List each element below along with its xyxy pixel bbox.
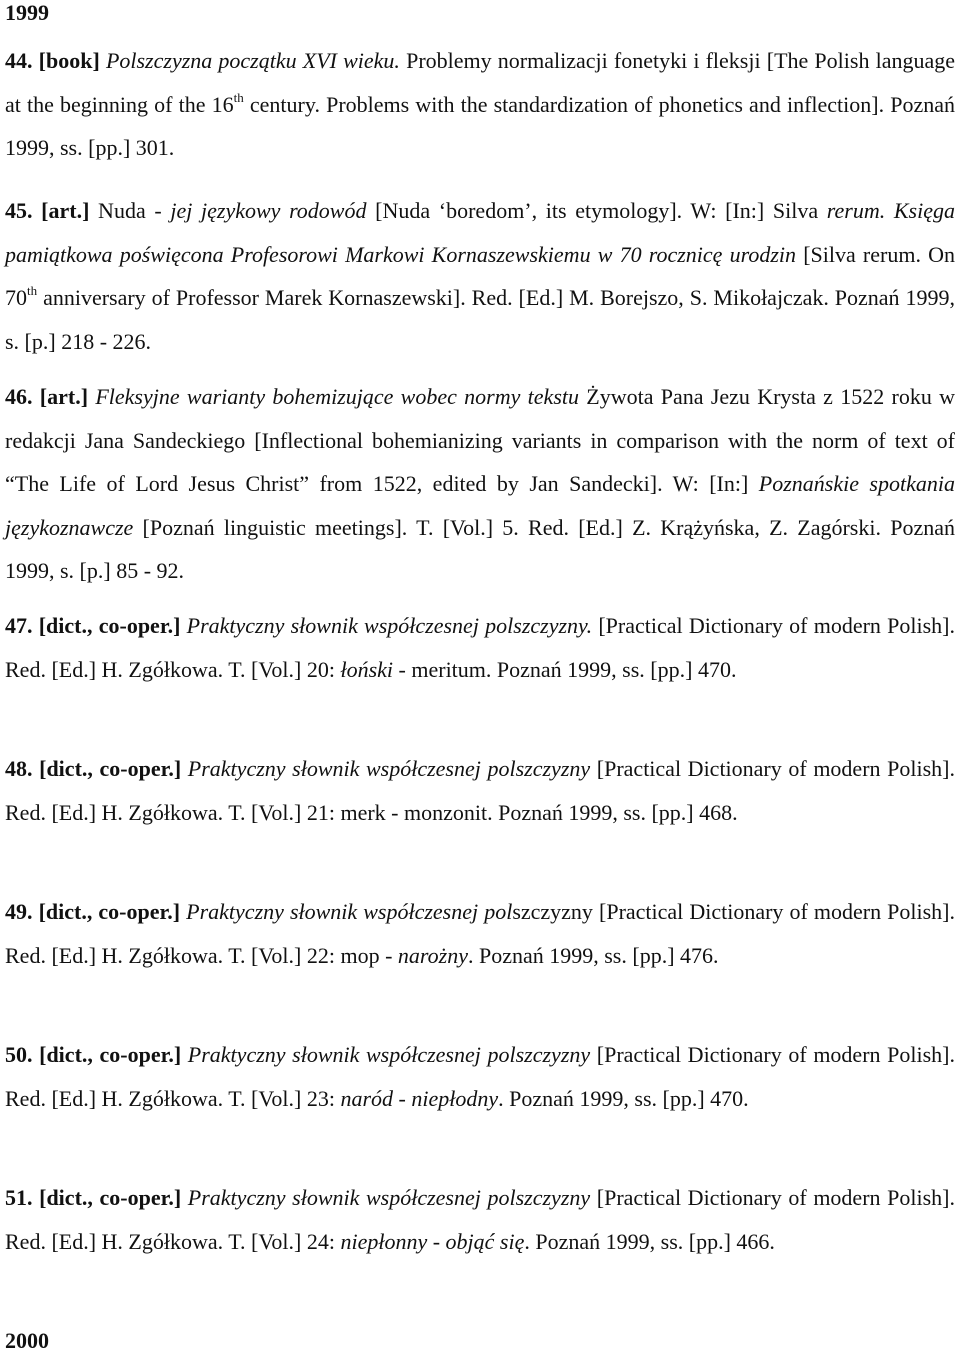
bibliography-entry-48 — [5, 747, 955, 834]
entry-title: Praktyczny słownik współczesnej polszczyzny — [187, 1042, 591, 1067]
entry-type: [art.] — [41, 198, 90, 223]
volume-end: meritum — [411, 656, 486, 682]
entry-number: 51. — [5, 1185, 33, 1210]
entry-type: [dict., co-oper.] — [39, 756, 182, 781]
entry-number: 44. — [5, 48, 33, 73]
entry-text: Żywota Pana Jezu Krysta z 1522 roku w redakcji Jana Sandeckiego [Inflectional bohemianizing variants in comparison with the norm of text of “The Life of Lord Jesus Christ” from 1522, edited by Jan Sandecki]. W: [In:] — [5, 384, 955, 496]
entry-type: [art.] — [39, 384, 89, 409]
entry-text: [Practical Dictionary of modern Polish]. Red. [Ed.] H. Zgółkowa. T. [Vol.] 20: — [5, 613, 956, 682]
volume-end: narożny — [397, 942, 468, 968]
bibliography-entry-50 — [5, 1033, 955, 1120]
bibliography-entry-47 — [5, 604, 955, 691]
entry-number: 49. — [5, 899, 33, 924]
entry-text: [Practical Dictionary of modern Polish]. Red. [Ed.] H. Zgółkowa. T. [Vol.] 22: mop - — [5, 899, 956, 968]
entry-text: . Poznań 1999, ss. [pp.] 470. — [498, 1085, 749, 1111]
entry-title: Praktyczny słownik współczesnej polszczyzny — [187, 756, 591, 781]
bibliography-entry-46 — [5, 375, 955, 593]
superscript: th — [233, 89, 244, 105]
volume-separator: - — [393, 656, 412, 682]
entry-title: Praktyczny słownik współczesnej polszczyzny. — [186, 613, 593, 638]
entry-text: [Practical Dictionary of modern Polish]. Red. [Ed.] H. Zgółkowa. T. [Vol.] 21: merk - monzonit. Poznań 1999, ss. [pp.] 468. — [5, 756, 955, 825]
entry-text: [Nuda ‘boredom’, its etymology]. W: [In:] Silva — [366, 198, 827, 223]
entry-book-title: rerum. Księga pamiątkowa poświęcona Profesorowi Markowi Kornaszewskiemu w 70 rocznicę urodzin — [5, 198, 955, 267]
entry-number: 50. — [5, 1042, 33, 1067]
entry-text: . Poznań 1999, ss. [pp.] 470. — [485, 656, 737, 682]
entry-title: Praktyczny słownik współczesnej polszczyzny — [187, 1185, 591, 1210]
entry-title-rest: szczyzny — [512, 899, 593, 924]
entry-text: anniversary of Professor Marek Kornaszewski]. Red. [Ed.] M. Borejszo, S. Mikołajczak. Poznań 1999, s. [p.] 218 - 226. — [5, 285, 955, 354]
bibliography-entry-44 — [5, 39, 955, 170]
entry-title: Praktyczny słownik współczesnej pol — [186, 899, 513, 924]
entry-number: 46. — [5, 384, 33, 409]
entry-number: 48. — [5, 756, 33, 781]
entry-text: [Practical Dictionary of modern Polish]. Red. [Ed.] H. Zgółkowa. T. [Vol.] 23: — [5, 1042, 955, 1111]
entry-type: [dict., co-oper.] — [38, 613, 181, 638]
volume-range: naród - niepłodny — [340, 1085, 499, 1111]
entry-text: [Poznań linguistic meetings]. T. [Vol.] 5. Red. [Ed.] Z. Krążyńska, Z. Zagórski. Poznań 1999, s. [p.] 85 - 92. — [5, 514, 955, 583]
entry-type: [dict., co-oper.] — [39, 1185, 182, 1210]
entry-text: . Poznań 1999, ss. [pp.] 476. — [467, 942, 719, 968]
entry-number: 45. — [5, 198, 33, 223]
entry-text: [Practical Dictionary of modern Polish]. Red. [Ed.] H. Zgółkowa. T. [Vol.] 24: — [5, 1185, 955, 1254]
entry-number: 47. — [5, 613, 33, 638]
bibliography-entry-49 — [5, 890, 955, 977]
entry-type: [dict., co-oper.] — [38, 899, 181, 924]
entry-title: jej językowy rodowód — [170, 198, 367, 223]
bibliography-entry-45 — [5, 189, 955, 363]
year-heading-1999: 1999 — [5, 0, 49, 25]
entry-title: Fleksyjne warianty bohemizujące wobec normy tekstu — [95, 384, 579, 409]
superscript: th — [27, 283, 38, 298]
entry-text: [Silva rerum. On 70 — [5, 241, 955, 310]
year-heading-2000: 2000 — [5, 1328, 49, 1353]
volume-range: niepłonny - objąć się — [340, 1228, 525, 1254]
entry-type: [dict., co-oper.] — [39, 1042, 182, 1067]
entry-text: . Poznań 1999, ss. [pp.] 466. — [524, 1228, 775, 1254]
volume-start: łoński — [340, 656, 394, 682]
entry-book-title: Poznańskie spotkania językoznawcze — [5, 471, 955, 540]
entry-text: Nuda - — [89, 198, 171, 223]
entry-title: Polszczyzna początku XVI wieku. — [105, 48, 400, 73]
bibliography-entry-51 — [5, 1176, 955, 1263]
entry-text: Problemy normalizacji fonetyki i fleksji [The Polish language at the beginning of the 16 — [5, 48, 956, 117]
entry-type: [book] — [38, 48, 100, 73]
entry-text: century. Problems with the standardization of phonetics and inflection]. Poznań 1999, ss. [pp.] 301. — [5, 91, 955, 160]
